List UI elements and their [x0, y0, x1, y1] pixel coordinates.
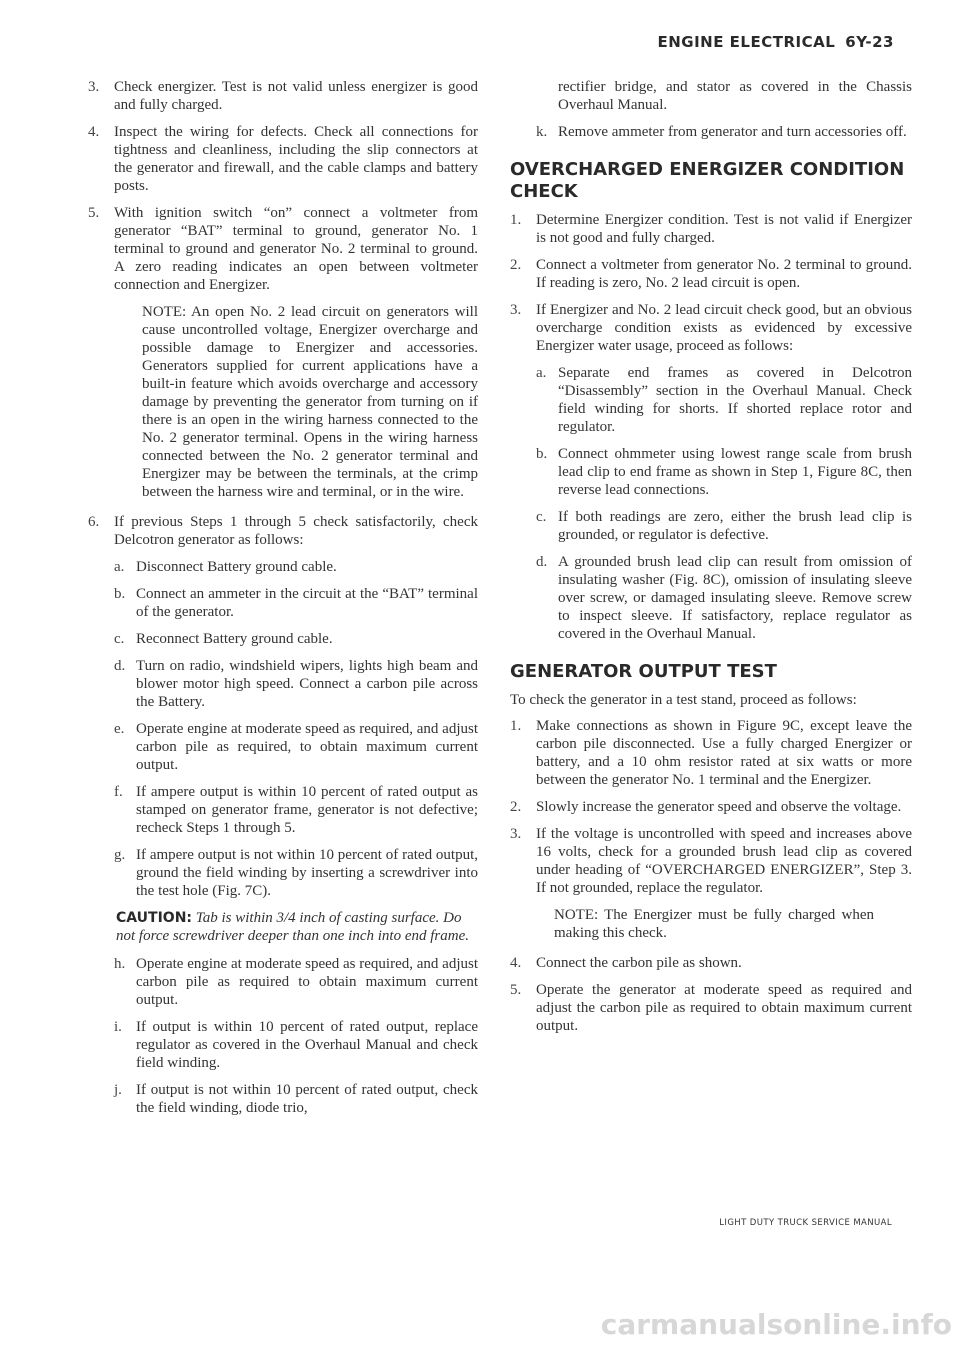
item-letter: h.	[114, 956, 126, 972]
item-text: Inspect the wiring for defects. Check all connections for tightness and cleanliness, including the slip connectors at the generator and firewall, and the cable clamps and battery posts.	[114, 124, 478, 194]
item-text: If previous Steps 1 through 5 check satisfactorily, check Delcotron generator as follows:	[114, 514, 478, 548]
sub-item	[114, 585, 478, 621]
sub-list	[536, 364, 912, 643]
item-letter: k.	[536, 124, 548, 140]
item-number: 1.	[510, 212, 522, 228]
list-item	[510, 981, 912, 1035]
header-section-title: ENGINE ELECTRICAL	[657, 33, 836, 51]
item-letter: c.	[536, 509, 547, 525]
item-letter: g.	[114, 847, 126, 863]
item-text: Turn on radio, windshield wipers, lights high beam and blower motor high speed. Connect a carbon pile across the Battery.	[136, 658, 478, 710]
right-column	[510, 78, 912, 1044]
item-text: Make connections as shown in Figure 9C, except leave the carbon pile disconnected. Use a fully charged Energizer or battery, and a 10 ohm resistor rated at six watts or more between the generator No. 1 terminal and the Energizer.	[536, 718, 912, 788]
item-number: 5.	[510, 982, 522, 998]
left-column	[88, 78, 478, 1126]
item-number: 6.	[88, 514, 100, 530]
item-letter: e.	[114, 721, 125, 737]
item-text: Disconnect Battery ground cable.	[136, 559, 337, 575]
item-letter: j.	[114, 1082, 122, 1098]
item-letter: a.	[536, 365, 547, 381]
sub-item	[114, 783, 478, 837]
item-number: 3.	[510, 826, 522, 842]
list-item	[510, 717, 912, 789]
item-letter: b.	[536, 446, 548, 462]
item-number: 2.	[510, 799, 522, 815]
page-footer: LIGHT DUTY TRUCK SERVICE MANUAL	[719, 1218, 892, 1228]
item-text: If the voltage is uncontrolled with speed and increases above 16 volts, check for a grounded brush lead clip as covered under heading of “OVERCHARGED ENERGIZER”, Step 3. If not grounded, replace the regulator.	[536, 826, 912, 896]
item-text: Reconnect Battery ground cable.	[136, 631, 333, 647]
item-letter: c.	[114, 631, 125, 647]
item-number: 4.	[510, 955, 522, 971]
item-text: Remove ammeter from generator and turn accessories off.	[558, 124, 907, 140]
sub-item	[536, 553, 912, 643]
item-number: 3.	[88, 79, 100, 95]
sub-item	[114, 846, 478, 900]
item-letter: f.	[114, 784, 123, 800]
list-item	[510, 954, 912, 972]
section-heading-output-test: GENERATOR OUTPUT TEST	[510, 661, 777, 682]
intro-paragraph: To check the generator in a test stand, proceed as follows:	[510, 692, 857, 708]
item-letter: b.	[114, 586, 126, 602]
sub-item	[114, 720, 478, 774]
list-item	[88, 204, 478, 294]
note-paragraph: NOTE: The Energizer must be fully charged when making this check.	[554, 907, 874, 941]
list-item	[510, 256, 912, 292]
list-item	[510, 798, 912, 816]
item-text: Operate engine at moderate speed as required, and adjust carbon pile as required to obtain maximum current output.	[136, 956, 478, 1008]
continued-text	[536, 78, 912, 114]
item-text: Connect the carbon pile as shown.	[536, 955, 742, 971]
page-header	[657, 33, 894, 51]
section-heading-overcharged: OVERCHARGED ENERGIZER CONDITION CHECK	[510, 159, 905, 202]
item-text: A grounded brush lead clip can result from omission of insulating washer (Fig. 8C), omission of insulating sleeve over screw, or damaged insulating sleeve. Remove screw to inspect sleeve. If satisfactory, replace regulator as covered in the Overhaul Manual.	[558, 554, 912, 642]
item-text: If output is within 10 percent of rated output, replace regulator as covered in the Overhaul Manual and check field winding.	[136, 1019, 478, 1071]
list-item	[88, 513, 478, 549]
item-number: 4.	[88, 124, 100, 140]
item-number: 5.	[88, 205, 100, 221]
caution-label: CAUTION:	[116, 910, 193, 926]
list-item	[88, 78, 478, 114]
item-text: Determine Energizer condition. Test is not valid if Energizer is not good and fully charged.	[536, 212, 912, 246]
sub-list	[114, 955, 478, 1117]
item-text: Connect an ammeter in the circuit at the “BAT” terminal of the generator.	[136, 586, 478, 620]
item-text: If output is not within 10 percent of rated output, check the field winding, diode trio,	[136, 1082, 478, 1116]
item-text: rectifier bridge, and stator as covered in the Chassis Overhaul Manual.	[558, 79, 912, 113]
sub-item	[114, 558, 478, 576]
sub-item	[114, 955, 478, 1009]
list-item	[510, 301, 912, 355]
sub-item	[536, 445, 912, 499]
item-text: Operate the generator at moderate speed as required and adjust the carbon pile as required to obtain maximum current output.	[536, 982, 912, 1034]
sub-list	[536, 78, 912, 141]
sub-list	[114, 558, 478, 900]
item-text: With ignition switch “on” connect a voltmeter from generator “BAT” terminal to ground, generator No. 1 terminal to ground and generator No. 2 terminal to ground. A zero reading indicates an open between voltmeter connection and Energizer.	[114, 205, 478, 293]
item-text: Check energizer. Test is not valid unless energizer is good and fully charged.	[114, 79, 478, 113]
list-item	[510, 825, 912, 897]
item-text: Connect ohmmeter using lowest range scale from brush lead clip to end frame as shown in Step 1, Figure 8C, then reverse lead connections.	[558, 446, 912, 498]
item-letter: d.	[536, 554, 548, 570]
sub-item	[114, 657, 478, 711]
item-text: If ampere output is within 10 percent of rated output as stamped on generator frame, generator is not defective; recheck Steps 1 through 5.	[136, 784, 478, 836]
item-number: 2.	[510, 257, 522, 273]
list-item	[510, 211, 912, 247]
list-item	[88, 123, 478, 195]
item-text: Separate end frames as covered in Delcotron “Disassembly” section in the Overhaul Manual. Check field winding for shorts. If shorted replace rotor and regulator.	[558, 365, 912, 435]
item-text: If Energizer and No. 2 lead circuit check good, but an obvious overcharge condition exists as evidenced by excessive Energizer water usage, proceed as follows:	[536, 302, 912, 354]
page-number: 6Y-23	[845, 33, 894, 51]
item-number: 3.	[510, 302, 522, 318]
sub-item	[536, 123, 912, 141]
sub-item	[536, 508, 912, 544]
item-text: Slowly increase the generator speed and observe the voltage.	[536, 799, 902, 815]
watermark: carmanualsonline.info	[600, 1308, 952, 1341]
sub-item	[114, 630, 478, 648]
item-text: If ampere output is not within 10 percent of rated output, ground the field winding by inserting a screwdriver into the test hole (Fig. 7C).	[136, 847, 478, 899]
sub-item	[114, 1081, 478, 1117]
caution-block	[116, 909, 478, 945]
sub-item	[114, 1018, 478, 1072]
caution-text: Tab is within 3/4 inch of casting surface. Do not force screwdriver deeper than one inch into end frame.	[116, 910, 469, 944]
item-number: 1.	[510, 718, 522, 734]
item-text: If both readings are zero, either the brush lead clip is grounded, or regulator is defective.	[558, 509, 912, 543]
item-letter: d.	[114, 658, 126, 674]
item-text: Connect a voltmeter from generator No. 2 terminal to ground. If reading is zero, No. 2 lead circuit is open.	[536, 257, 912, 291]
note-paragraph: NOTE: An open No. 2 lead circuit on generators will cause uncontrolled voltage, Energizer overcharge and possible damage to Energizer and accessories. Generators supplied for current applications have a built-in feature which avoids overcharge and accessory damage by preventing the generator from turning on if there is an open in the wiring harness connected to the No. 2 generator terminal. Opens in the wiring harness connected between the No. 2 generator terminal and Energizer may be between the terminals, at the crimp between the harness wire and terminal, or in the wire.	[142, 304, 478, 500]
sub-item	[536, 364, 912, 436]
item-text: Operate engine at moderate speed as required, and adjust carbon pile as required, to obtain maximum current output.	[136, 721, 478, 773]
item-letter: i.	[114, 1019, 122, 1035]
item-letter: a.	[114, 559, 125, 575]
